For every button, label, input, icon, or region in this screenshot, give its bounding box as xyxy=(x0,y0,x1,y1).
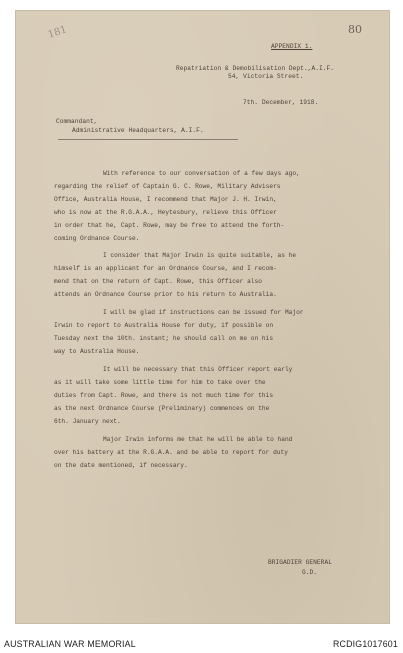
folio-number-left: 181 xyxy=(46,24,69,41)
letter-page xyxy=(15,10,390,624)
para3-line: way to Australia House. xyxy=(54,348,140,355)
para5-line: over his battery at the R.G.A.A. and be able to report for duty xyxy=(54,449,288,456)
para1-line: With reference to our conversation of a few days ago, xyxy=(103,170,300,177)
para4-line: 6th. January next. xyxy=(54,418,121,425)
addressee-rule xyxy=(58,139,238,140)
para5-line: Major Irwin informs me that he will be able to hand xyxy=(103,436,293,443)
para4-line: It will be necessary that this Officer report early xyxy=(103,366,293,373)
para4-line: as the next Ordnance Course (Preliminary) commences on the xyxy=(54,405,270,412)
para3-line: Tuesday next the 10th. instant; he should call on me on his xyxy=(54,335,274,342)
para4-line: as it will take some little time for him to take over the xyxy=(54,379,266,386)
addressee-line-1: Commandant, xyxy=(56,118,98,125)
para3-line: Irwin to report to Australia House for duty, if possible on xyxy=(54,322,274,329)
folio-number-right: 80 xyxy=(348,23,363,36)
para2-line: himself is an applicant for an Ordnance Course, and I recom- xyxy=(54,265,277,272)
para2-line: I consider that Major Irwin is quite suitable, as he xyxy=(103,252,297,259)
office-line-1: Repatriation & Demobilisation Dept.,A.I.F. xyxy=(176,65,335,72)
addressee-line-2: Administrative Headquarters, A.I.F. xyxy=(72,127,204,134)
archive-credit: AUSTRALIAN WAR MEMORIAL xyxy=(4,639,136,649)
appendix-label: APPENDIX 1. xyxy=(271,43,313,50)
para4-line: duties from Capt. Rowe, and there is not much time for this xyxy=(54,392,274,399)
para1-line: regarding the relief of Captain G. C. Rowe, Military Advisers xyxy=(54,183,281,190)
para1-line: Office, Australia House, I recommend that Major J. H. Irwin, xyxy=(54,196,277,203)
letter-date: 7th. December, 1918. xyxy=(243,99,319,106)
archive-reference: RCDIG1017601 xyxy=(333,639,398,649)
para2-line: mend that on the return of Capt. Rowe, this Officer also xyxy=(54,278,262,285)
para5-line: on the date mentioned, if necessary. xyxy=(54,462,188,469)
para2-line: attends an Ordnance Course prior to his return to Australia. xyxy=(54,291,277,298)
para3-line: I will be glad if instructions can be issued for Major xyxy=(103,309,304,316)
office-line-2: 54, Victoria Street. xyxy=(228,73,304,80)
para1-line: who is now at the R.G.A.A., Heytesbury, relieve this Officer xyxy=(54,209,277,216)
signature-rank: BRIGADIER GENERAL xyxy=(268,559,332,566)
para1-line: coming Ordnance Course. xyxy=(54,235,140,242)
signature-initials: G.D. xyxy=(302,569,318,576)
para1-line: in order that he, Capt. Rowe, may be free to attend the forth- xyxy=(54,222,285,229)
